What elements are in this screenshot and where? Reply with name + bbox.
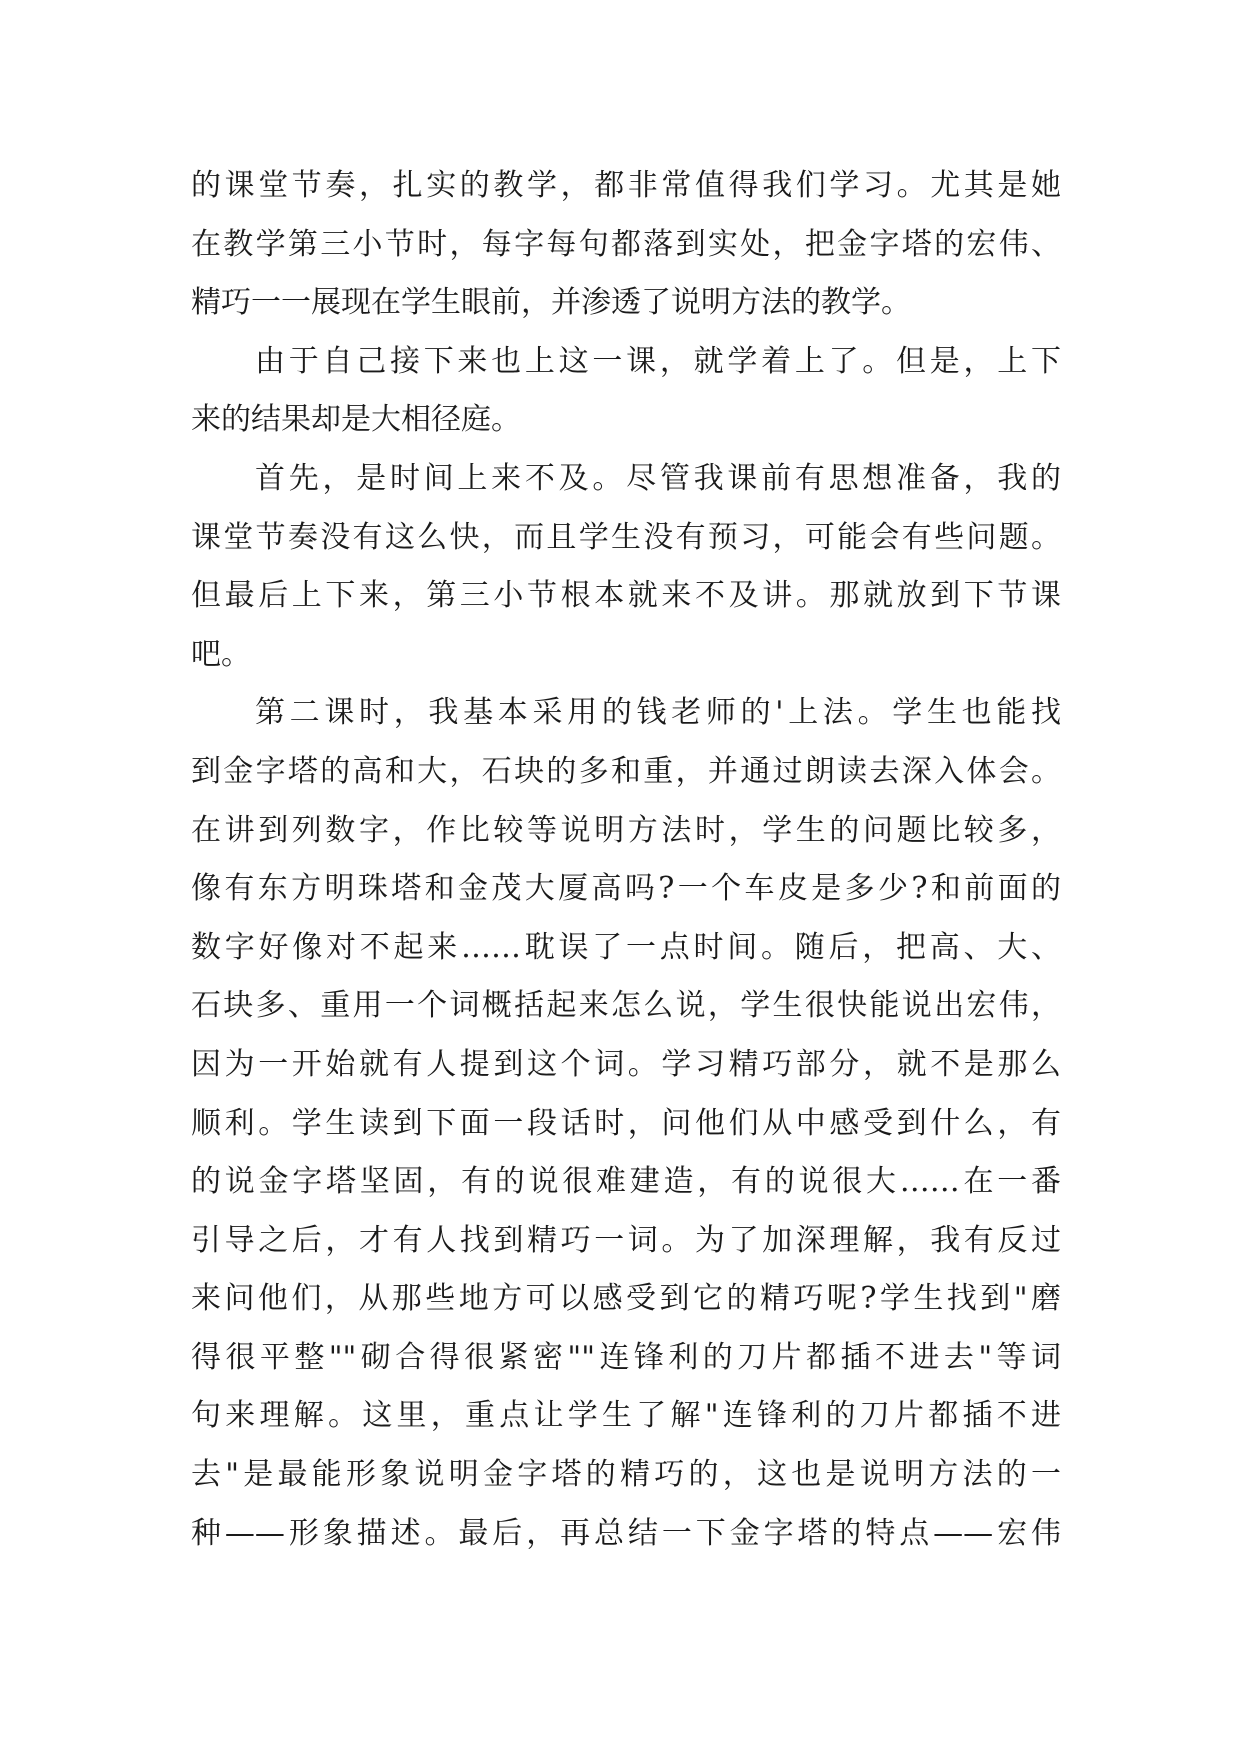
text-line: 在教学第三小节时，每字每句都落到实处，把金字塔的宏伟、 (191, 226, 1061, 262)
text-line: 来的结果却是大相径庭。 (191, 402, 521, 438)
text-line: 顺利。学生读到下面一段话时，问他们从中感受到什么，有 (191, 1105, 1061, 1141)
text-line: 到金字塔的高和大，石块的多和重，并通过朗读去深入体会。 (191, 753, 1061, 789)
paragraph-first-line: 首先，是时间上来不及。尽管我课前有思想准备，我的 (255, 460, 1061, 496)
text-line: 因为一开始就有人提到这个词。学习精巧部分，就不是那么 (191, 1046, 1061, 1082)
body-text (191, 157, 1061, 1563)
text-line: 但最后上下来，第三小节根本就来不及讲。那就放到下节课 (191, 578, 1061, 614)
text-line: 数字好像对不起来……耽误了一点时间。随后，把高、大、 (191, 929, 1061, 965)
text-line: 课堂节奏没有这么快，而且学生没有预习，可能会有些问题。 (191, 519, 1061, 555)
text-line: 在讲到列数字，作比较等说明方法时，学生的问题比较多， (191, 812, 1061, 848)
text-line: 得很平整""砌合得很紧密""连锋利的刀片都插不进去"等词 (191, 1339, 1061, 1375)
text-line: 精巧一一展现在学生眼前，并渗透了说明方法的教学。 (191, 285, 911, 321)
text-line: 引导之后，才有人找到精巧一词。为了加深理解，我有反过 (191, 1222, 1061, 1258)
text-line: 来问他们，从那些地方可以感受到它的精巧呢?学生找到"磨 (191, 1281, 1061, 1317)
text-line: 种——形象描述。最后，再总结一下金字塔的特点——宏伟 (191, 1515, 1061, 1551)
text-line: 吧。 (191, 636, 251, 672)
text-line: 句来理解。这里，重点让学生了解"连锋利的刀片都插不进 (191, 1398, 1061, 1434)
text-line: 的说金字塔坚固，有的说很难建造，有的说很大……在一番 (191, 1164, 1061, 1200)
text-line: 像有东方明珠塔和金茂大厦高吗?一个车皮是多少?和前面的 (191, 871, 1061, 907)
text-line: 的课堂节奏，扎实的教学，都非常值得我们学习。尤其是她 (191, 168, 1061, 203)
paragraph-first-line: 由于自己接下来也上这一课，就学着上了。但是，上下 (255, 343, 1061, 379)
text-line: 石块多、重用一个词概括起来怎么说，学生很快能说出宏伟， (191, 988, 1061, 1024)
paragraph-first-line: 第二课时，我基本采用的钱老师的'上法。学生也能找 (255, 695, 1061, 731)
text-line: 去"是最能形象说明金字塔的精巧的，这也是说明方法的一 (191, 1457, 1061, 1493)
